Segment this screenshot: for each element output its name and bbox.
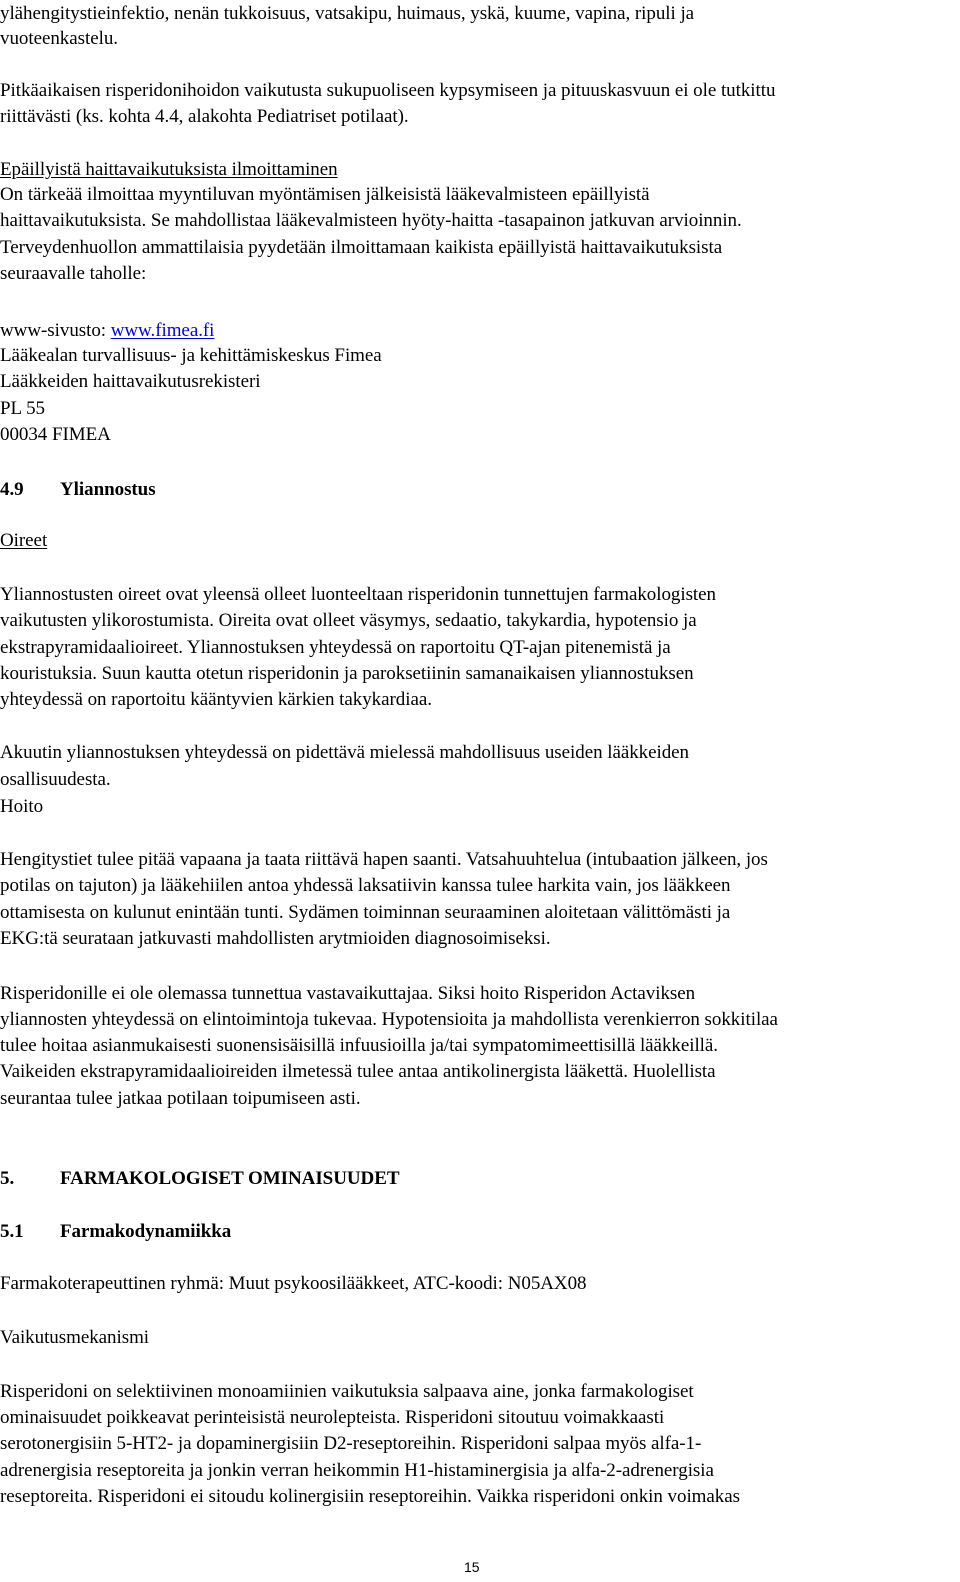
- subheading-hoito: Hoito: [0, 796, 44, 817]
- text-line: vaikutusten ylikorostumista. Oireita ovat olleet väsymys, sedaatio, takykardia, hypotensio ja: [0, 610, 697, 631]
- text-line: Farmakoterapeuttinen ryhmä: Muut psykoosilääkkeet, ATC-koodi: N05AX08: [0, 1273, 587, 1294]
- text-line: ekstrapyramidaalioireet. Yliannostuksen yhteydessä on raportoitu QT-ajan pitenemistä ja: [0, 637, 671, 658]
- address-line: Lääkkeiden haittavaikutusrekisteri: [0, 371, 261, 392]
- section-heading-4-9: [0, 478, 156, 502]
- text-line: Risperidonille ei ole olemassa tunnettua vastavaikuttajaa. Siksi hoito Risperidon Actaviksen: [0, 983, 696, 1004]
- address-line: PL 55: [0, 398, 45, 419]
- section-number: 4.9: [0, 479, 24, 500]
- section-title: FARMAKOLOGISET OMINAISUUDET: [60, 1168, 400, 1189]
- text-line: seuraavalle taholle:: [0, 263, 147, 284]
- text-line: yliannosten yhteydessä on elintoimintoja tukevaa. Hypotensioita ja mahdollista verenkierron sokkitilaa: [0, 1009, 778, 1030]
- page-number: 15: [464, 1559, 480, 1575]
- section-number: 5.: [0, 1168, 15, 1189]
- text-line: Yliannostusten oireet ovat yleensä olleet luonteeltaan risperidonin tunnettujen farmakologisten: [0, 584, 716, 605]
- text-line: kouristuksia. Suun kautta otetun risperidonin ja paroksetiinin samanaikaisen yliannostuksen: [0, 663, 694, 684]
- subheading-oireet: Oireet: [0, 530, 48, 551]
- text-line: osallisuudesta.: [0, 769, 111, 790]
- text-line: Akuutin yliannostuksen yhteydessä on pidettävä mielessä mahdollisuus useiden lääkkeiden: [0, 742, 690, 763]
- text-line: seurantaa tulee jatkaa potilaan toipumiseen asti.: [0, 1088, 361, 1109]
- section-heading-5-1: [0, 1220, 231, 1244]
- address-line: Lääkealan turvallisuus- ja kehittämiskeskus Fimea: [0, 345, 382, 366]
- section-subheading: Epäillyistä haittavaikutuksista ilmoittaminen: [0, 159, 338, 180]
- text-line: On tärkeää ilmoittaa myyntiluvan myöntämisen jälkeisistä lääkevalmisteen epäillyistä: [0, 184, 650, 205]
- text-line: Risperidoni on selektiivinen monoamiinien vaikutuksia salpaava aine, jonka farmakologiset: [0, 1381, 694, 1402]
- section-number: 5.1: [0, 1221, 24, 1242]
- text-line: EKG:tä seurataan jatkuvasti mahdollisten arytmioiden diagnosoimiseksi.: [0, 928, 551, 949]
- website-label: www-sivusto:: [0, 320, 111, 341]
- section-title: Yliannostus: [60, 479, 156, 500]
- text-line: Pitkäaikaisen risperidonihoidon vaikutusta sukupuoliseen kypsymiseen ja pituuskasvuun ei ole tutkittu: [0, 80, 776, 101]
- text-line: haittavaikutuksista. Se mahdollistaa lääkevalmisteen hyöty-haitta -tasapainon jatkuvan arvioinnin.: [0, 210, 742, 231]
- text-line: serotonergisiin 5-HT2- ja dopaminergisiin D2-reseptoreihin. Risperidoni salpaa myös alfa-1-: [0, 1433, 702, 1454]
- text-line: adrenergisia reseptoreita ja jonkin verran heikommin H1-histaminergisia ja alfa-2-adrenergisia: [0, 1460, 714, 1481]
- text-line: Hengitystiet tulee pitää vapaana ja taata riittävä hapen saanti. Vatsahuuhtelua (intubaation jälkeen, jos: [0, 849, 768, 870]
- text-line: ominaisuudet poikkeavat perinteisistä neurolepteista. Risperidoni sitoutuu voimakkaasti: [0, 1407, 665, 1428]
- text-line: vuoteenkastelu.: [0, 28, 118, 49]
- text-line: ylähengitystieinfektio, nenän tukkoisuus, vatsakipu, huimaus, yskä, kuume, vapina, ripuli ja: [0, 3, 695, 24]
- section-heading-5: [0, 1167, 399, 1191]
- text-line: Terveydenhuollon ammattilaisia pyydetään ilmoittamaan kaikista epäillyistä haittavaikutuksista: [0, 237, 723, 258]
- text-line: reseptoreita. Risperidoni ei sitoudu kolinergisiin reseptoreihin. Vaikka risperidoni onkin voimakas: [0, 1486, 740, 1507]
- subheading-vaikutusmekanismi: Vaikutusmekanismi: [0, 1327, 150, 1348]
- address-line: 00034 FIMEA: [0, 424, 111, 445]
- text-line: tulee hoitaa asianmukaisesti suonensisäisillä infuusioilla ja/tai sympatomimeettisillä lääkkeillä.: [0, 1035, 718, 1056]
- website-line: [0, 319, 214, 343]
- text-line: Vaikeiden ekstrapyramidaalioireiden ilmetessä tulee antaa antikolinergista lääkettä. Huolellista: [0, 1061, 716, 1082]
- text-line: yhteydessä on raportoitu kääntyvien kärkien takykardiaa.: [0, 689, 432, 710]
- text-line: potilas on tajuton) ja lääkehiilen antoa yhdessä laksatiivin kanssa tulee harkita vain, jos lääkkeen: [0, 875, 731, 896]
- text-line: ottamisesta on kulunut enintään tunti. Sydämen toiminnan seuraaminen aloitetaan välittömästi ja: [0, 902, 731, 923]
- section-title: Farmakodynamiikka: [60, 1221, 232, 1242]
- fimea-link[interactable]: www.fimea.fi: [110, 320, 215, 341]
- text-line: riittävästi (ks. kohta 4.4, alakohta Pediatriset potilaat).: [0, 106, 409, 127]
